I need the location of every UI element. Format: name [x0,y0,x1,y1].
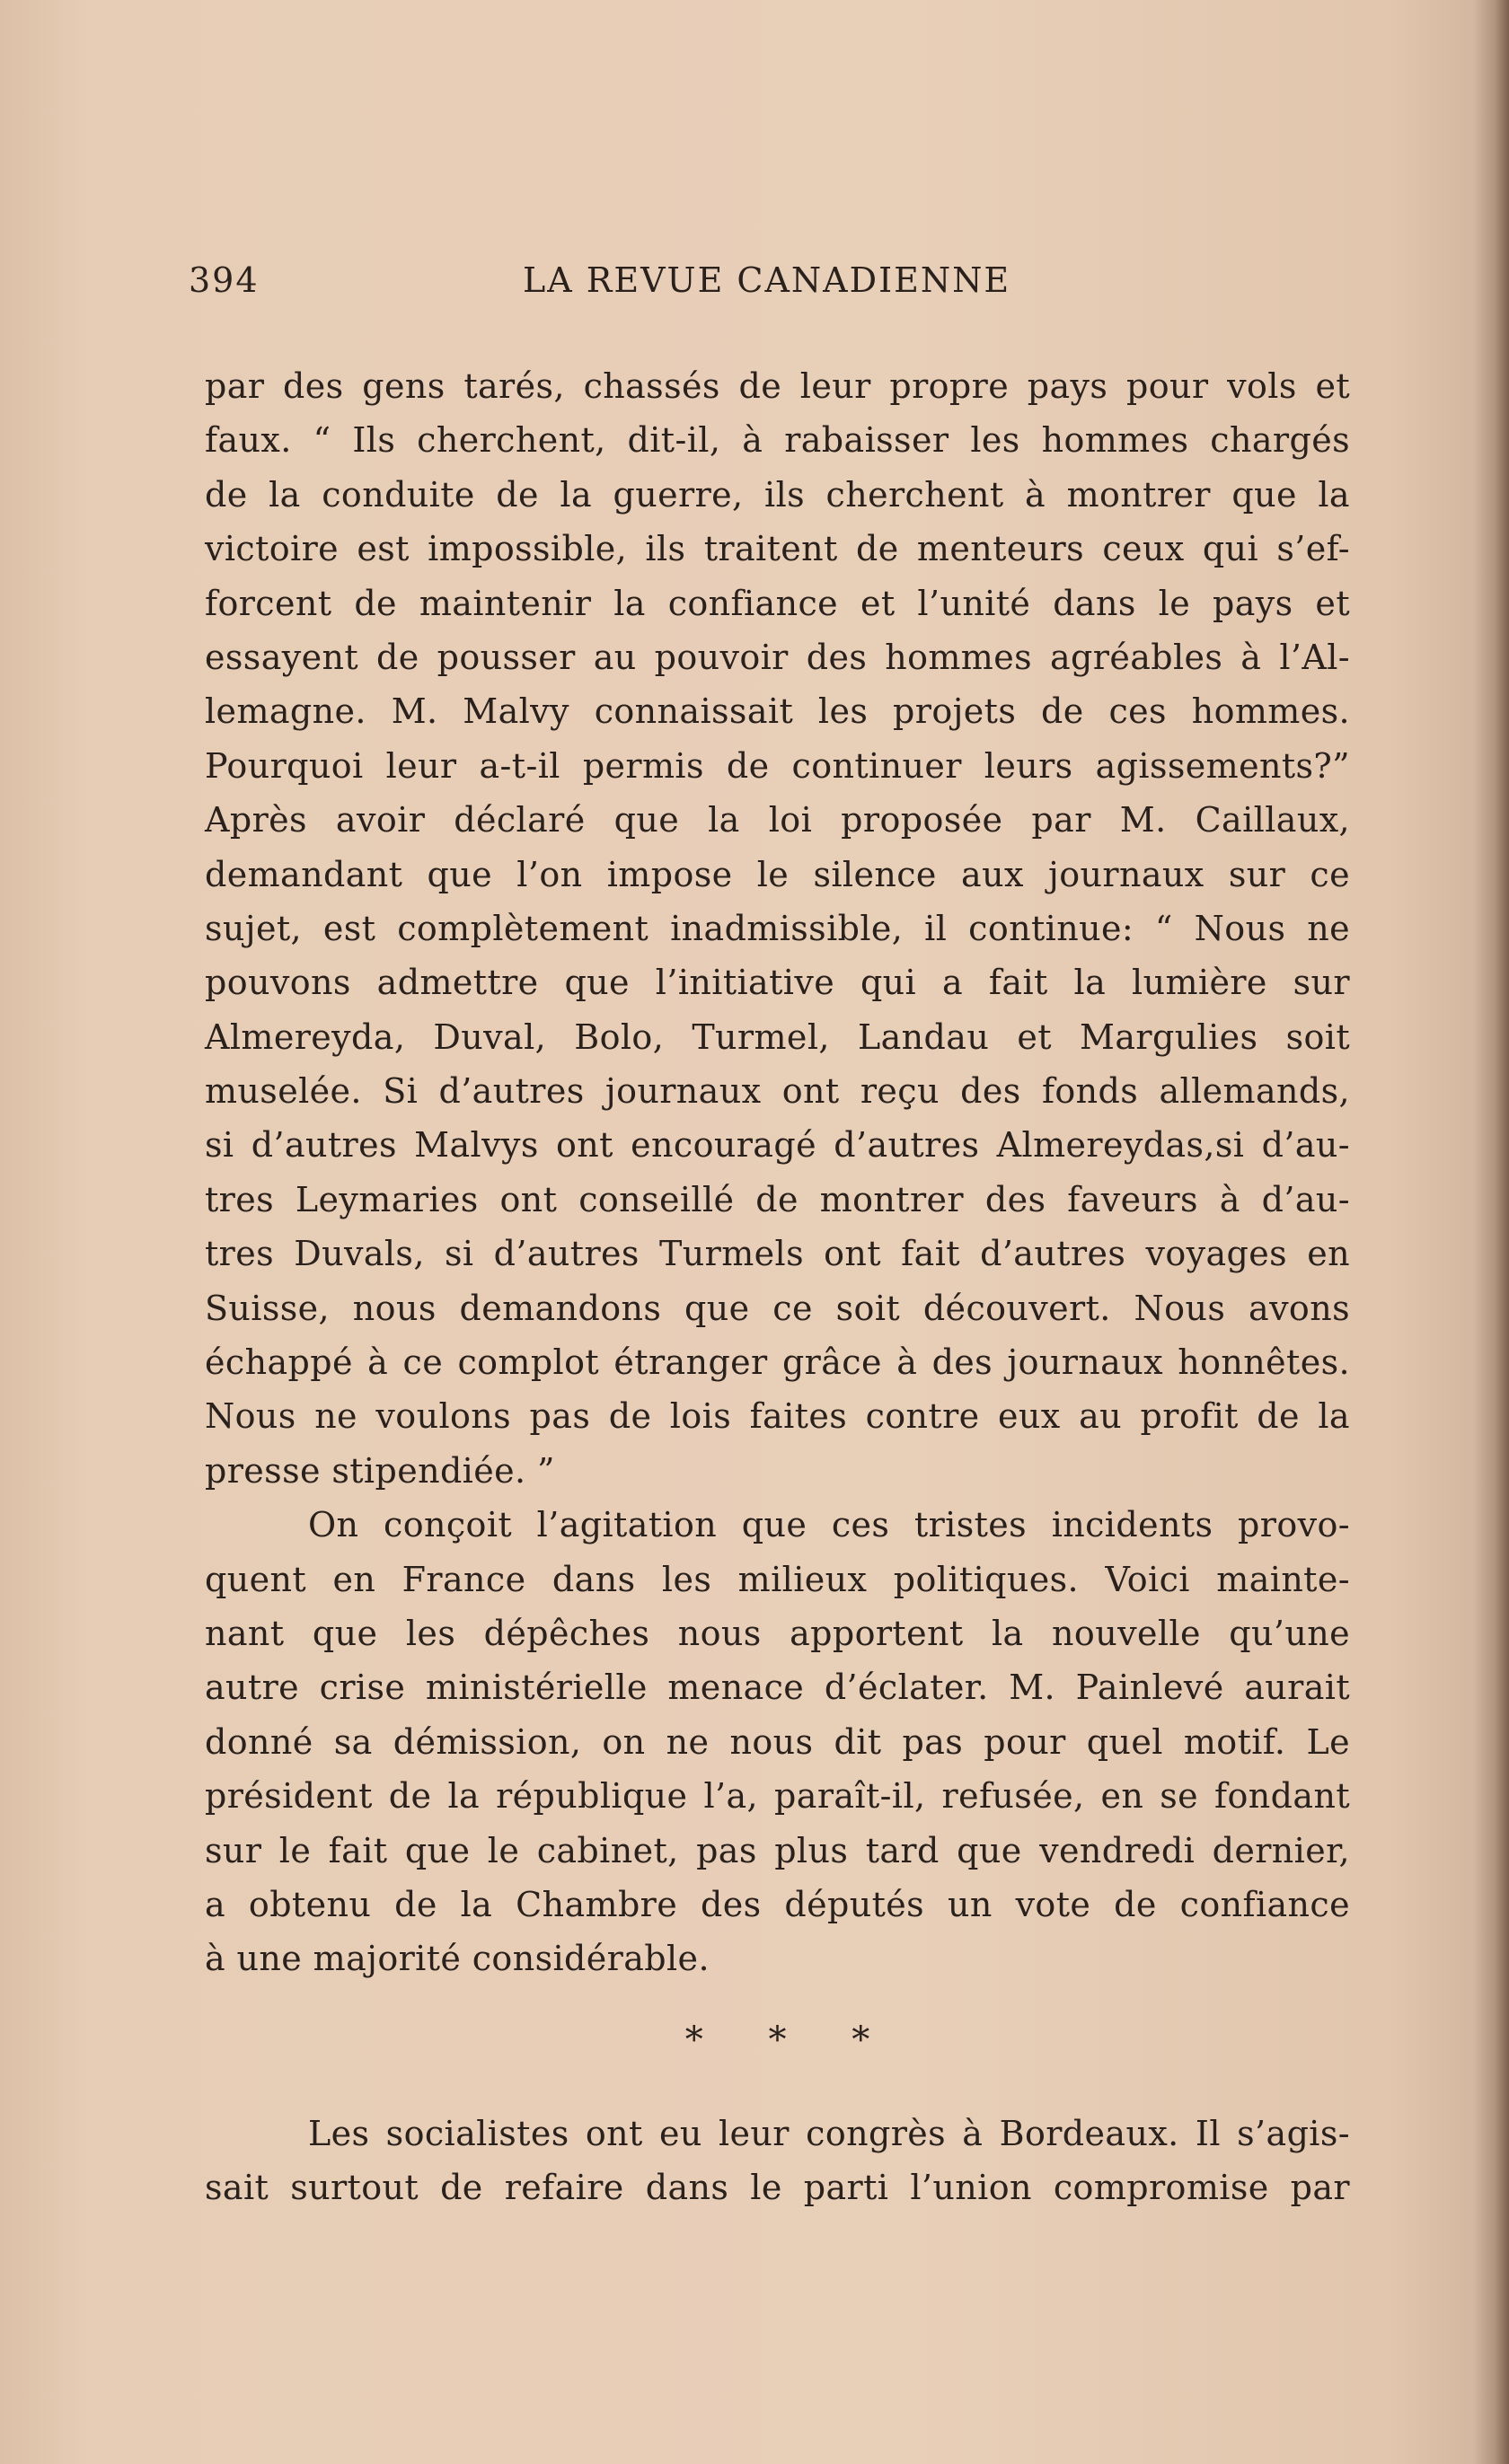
text-line: quent en France dans les milieux politiques. Voici mainte- [205,1559,1350,1599]
paragraph-1 [205,359,1350,1498]
text-line: On conçoit l’agitation que ces tristes incidents provo- [308,1505,1350,1545]
body-text [205,359,1350,2215]
text-line: Après avoir déclaré que la loi proposée par M. Caillaux, [205,800,1350,840]
text-line: Almereyda, Duval, Bolo, Turmel, Landau et Margulies soit [205,1016,1350,1057]
text-line: donné sa démission, on ne nous dit pas pour quel motif. Le [205,1721,1350,1762]
text-line: a obtenu de la Chambre des députés un vote de confiance [205,1884,1350,1924]
text-line: à une majorité considérable. [205,1939,710,1979]
text-line: tres Duvals, si d’autres Turmels ont fait d’autres voyages en [205,1234,1350,1274]
journal-title: LA REVUE CANADIENNE [523,260,1011,300]
paragraph-3 [205,2107,1350,2215]
text-line: forcent de maintenir la confiance et l’unité dans le pays et [205,583,1350,623]
text-line: autre crise ministérielle menace d’éclater. M. Painlevé aurait [205,1668,1350,1708]
text-line: muselée. Si d’autres journaux ont reçu des fonds allemands, [205,1071,1350,1112]
text-line: presse stipendiée. ” [205,1450,555,1491]
paragraph-2 [205,1498,1350,1986]
text-line: demandant que l’on impose le silence aux journaux sur ce [205,854,1350,894]
section-separator: * * * [684,2019,897,2061]
text-line: si d’autres Malvys ont encouragé d’autres Almereydas,si d’au- [205,1125,1350,1166]
text-line: échappé à ce complot étranger grâce à des journaux honnêtes. [205,1342,1350,1383]
text-line: victoire est impossible, ils traitent de menteurs ceux qui s’ef- [205,529,1350,569]
text-line: essayent de pousser au pouvoir des hommes agréables à l’Al- [205,637,1350,677]
page-number: 394 [189,260,260,300]
page-edge-shadow [1473,0,1509,2464]
text-line: par des gens tarés, chassés de leur propre pays pour vols et [205,366,1350,406]
text-line: nant que les dépêches nous apportent la nouvelle qu’une [205,1613,1350,1653]
text-line: pouvons admettre que l’initiative qui a fait la lumière sur [205,963,1350,1003]
text-line: président de la république l’a, paraît-il, refusée, en se fondant [205,1776,1350,1817]
text-line: sur le fait que le cabinet, pas plus tard que vendredi dernier, [205,1830,1350,1870]
text-line: Nous ne voulons pas de lois faites contre eux au profit de la [205,1396,1350,1437]
text-line: sait surtout de refaire dans le parti l’union compromise par [205,2168,1350,2208]
running-head [189,260,1231,305]
text-line: faux. “ Ils cherchent, dit-il, à rabaisser les hommes chargés [205,420,1350,461]
text-line: Les socialistes ont eu leur congrès à Bordeaux. Il s’agis- [308,2113,1350,2153]
text-line: de la conduite de la guerre, ils cherchent à montrer que la [205,474,1350,515]
text-line: Pourquoi leur a-t-il permis de continuer leurs agissements?” [205,745,1350,786]
text-line: tres Leymaries ont conseillé de montrer des faveurs à d’au- [205,1179,1350,1219]
text-line: Suisse, nous demandons que ce soit découvert. Nous avons [205,1288,1350,1328]
text-line: sujet, est complètement inadmissible, il continue: “ Nous ne [205,908,1350,948]
text-line: lemagne. M. Malvy connaissait les projets de ces hommes. [205,691,1350,732]
